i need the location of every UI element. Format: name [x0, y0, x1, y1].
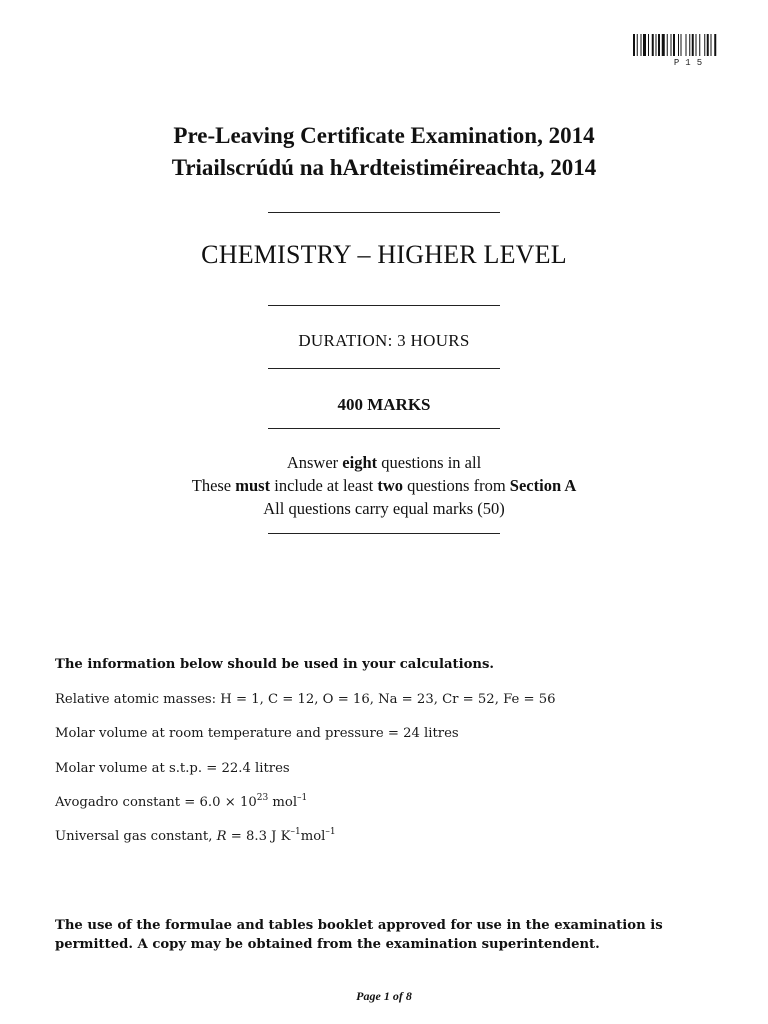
instruction-line-1: Answer eight questions in all — [286, 453, 482, 472]
instruction-line-3: All questions carry equal marks (50) — [263, 499, 505, 518]
exam-title-irish: Triailscrúdú na hArdteistiméireachta, 2014 — [171, 155, 597, 180]
subject-title: CHEMISTRY – HIGHER LEVEL — [201, 240, 567, 269]
avogadro-constant: Avogadro constant = $6.0 \times 10^{23}$ mol$^{-1}$ — [55, 793, 308, 810]
info-heading: The information below should be used in your calculations. — [55, 657, 494, 672]
divider — [268, 428, 500, 429]
exam-title-english: Pre-Leaving Certificate Examination, 2014 — [173, 123, 595, 148]
barcode-code: P15 — [673, 58, 709, 68]
duration-label: DURATION: 3 HOURS — [298, 331, 470, 350]
page-number: Page 1 of 8 — [356, 989, 412, 1003]
molar-volume-stp: Molar volume at s.t.p. = 22.4 litres — [55, 761, 290, 776]
barcode-image — [633, 34, 749, 60]
divider — [268, 305, 500, 306]
divider — [268, 368, 500, 369]
total-marks: 400 MARKS — [337, 395, 431, 414]
divider — [268, 533, 500, 534]
molar-volume-rtp: Molar volume at room temperature and pressure = 24 litres — [55, 726, 459, 741]
atomic-masses: Relative atomic masses: H = 1, C = 12, O = 16, Na = 23, Cr = 52, Fe = 56 — [55, 692, 556, 707]
formulae-booklet-note: The use of the formulae and tables booklet approved for use in the examination is permitted. A copy may be obtained from the examination superintendent. — [55, 918, 663, 952]
instruction-line-2: These must include at least two questions from Section A — [191, 476, 577, 495]
gas-constant: Universal gas constant, R = 8.3 J $K^{-1}mol^{-1}$ — [55, 827, 336, 844]
divider — [268, 212, 500, 213]
